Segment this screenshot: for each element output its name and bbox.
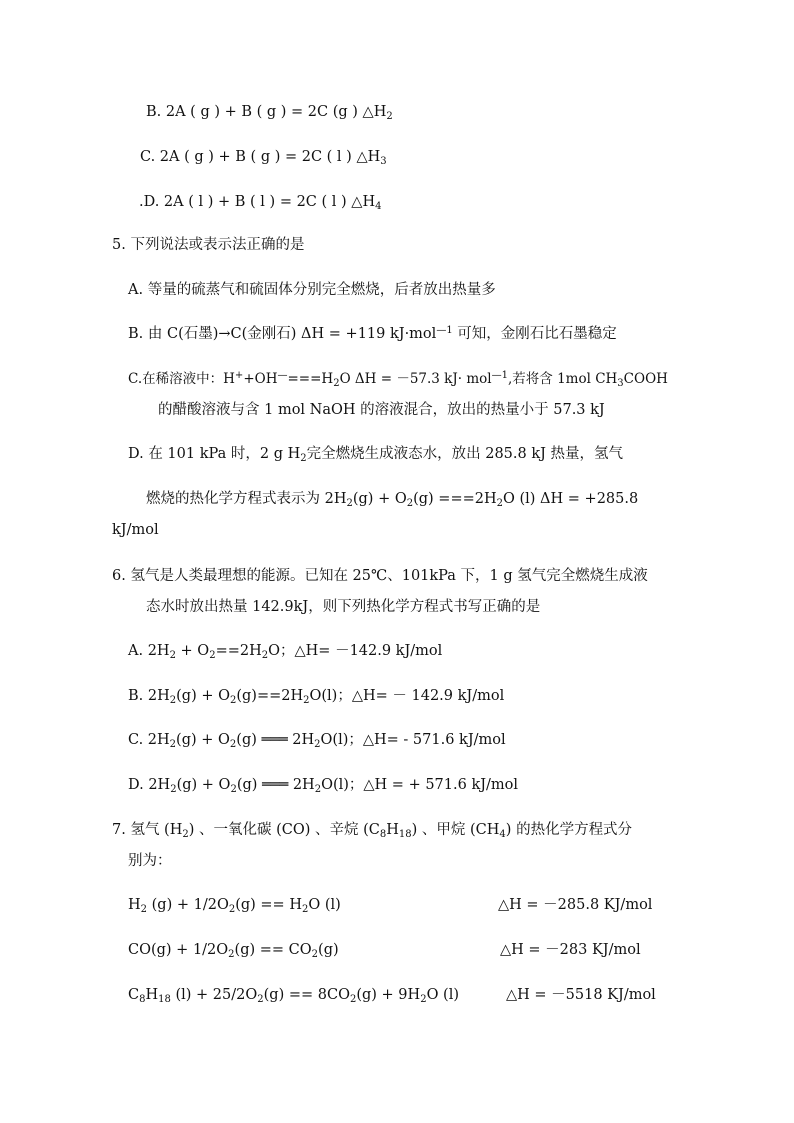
q6a-s3: 2	[261, 650, 269, 661]
q7-equation-1-enthalpy: △H = －285.8 KJ/mol	[498, 897, 653, 913]
q7e3-e: (g) + 9H	[356, 987, 421, 1003]
q6c-s2: 2	[229, 739, 237, 750]
q5-option-b	[128, 324, 617, 344]
q5-option-d-line3: kJ/mol	[112, 522, 159, 538]
q7e1-c: (g) == H	[235, 897, 302, 913]
q6c-c: (g) ═══ 2H	[236, 732, 315, 748]
q4-option-c	[140, 147, 387, 167]
q5-option-c-line2: 的醋酸溶液与含 1 mol NaOH 的溶液混合，放出的热量小于 57.3 kJ	[158, 402, 605, 418]
q7s-s3: 18	[398, 829, 412, 840]
q6b-c: (g)==2H	[236, 688, 304, 704]
q5c-s3: 2	[333, 378, 340, 389]
q5c-e: ,若将含 1mol CH	[507, 371, 618, 387]
q7s-b: ) 、一氧化碳 (CO) 、辛烷 (C	[188, 822, 380, 838]
q6c-s1: 2	[169, 739, 177, 750]
q7e3-f: O (l)	[426, 987, 460, 1003]
q5-option-b-post: 可知，金刚石比石墨稳定	[452, 326, 617, 342]
q5c-s1: +	[234, 370, 244, 381]
q7s-a: 7. 氢气 (H	[112, 822, 183, 838]
q7e3-c: (l) + 25/2O	[170, 987, 258, 1003]
q5c-f: COOH	[623, 371, 668, 387]
q4-option-d	[139, 192, 381, 212]
q7-equation-2-enthalpy: △H = －283 KJ/mol	[500, 942, 641, 958]
q6b-s2: 2	[229, 695, 237, 706]
q7e1-d: O (l)	[308, 897, 341, 913]
q7e2-b: (g) == CO	[234, 942, 312, 958]
q7e1-a: H	[128, 897, 141, 913]
q6d-s2: 2	[230, 784, 237, 795]
q7s-e: ) 的热化学方程式分	[505, 822, 633, 838]
q6-option-a	[128, 641, 442, 661]
q5d2-b: (g) + O	[352, 491, 407, 507]
q7e2-s1: 2	[228, 949, 235, 960]
q6d-d: O(l)；△H = + 571.6 kJ/mol	[321, 777, 519, 793]
q5-option-d-line1	[128, 444, 623, 464]
q6b-s1: 2	[169, 695, 177, 706]
q7e1-s1: 2	[140, 904, 148, 915]
q7-equation-3	[128, 985, 459, 1005]
q6-stem-line2: 态水时放出热量 142.9kJ，则下列热化学方程式书写正确的是	[146, 599, 541, 615]
q5d2-s1: 2	[346, 498, 353, 509]
q4-option-d-sub: 4	[375, 201, 382, 212]
q6c-d: O(l)；△H= - 571.6 kJ/mol	[320, 732, 506, 748]
q4-option-b	[146, 102, 393, 122]
q4-option-b-text: B. 2A ( g ) + B ( g ) = 2C (g ) △H	[146, 104, 387, 120]
q7e3-s1: 8	[139, 994, 146, 1005]
q7-equation-2	[128, 940, 339, 960]
q5d-pre: D. 在 101 kPa 时，2 g H	[128, 446, 301, 462]
q7e1-s2: 2	[228, 904, 236, 915]
q5-option-b-text: B. 由 C(石墨)→C(金刚石) ΔH = +119 kJ·mol	[128, 326, 437, 342]
q5c-s5: 3	[617, 378, 624, 389]
q7e1-b: (g) + 1/2O	[147, 897, 229, 913]
q7-equation-1	[128, 895, 341, 915]
q7s-s2: 8	[379, 829, 387, 840]
q6d-s3: 2	[314, 784, 322, 795]
q5d2-a: 燃烧的热化学方程式表示为 2H	[146, 491, 347, 507]
q5d2-d: O (l) ΔH = +285.8	[503, 491, 639, 507]
q5c-a: C.在稀溶液中：H	[128, 371, 235, 387]
q7e3-s3: 2	[257, 994, 264, 1005]
q6-option-d	[128, 775, 518, 795]
q5c-b: +OH	[243, 371, 278, 387]
q6b-b: (g) + O	[176, 688, 230, 704]
q6a-b: + O	[175, 643, 210, 659]
q4-option-d-text: .D. 2A ( l ) + B ( l ) = 2C ( l ) △H	[139, 194, 376, 210]
q7-equation-3-enthalpy: △H = －5518 KJ/mol	[506, 987, 656, 1003]
q4-option-c-sub: 3	[380, 156, 387, 167]
q5-option-a: A. 等量的硫蒸气和硫固体分别完全燃烧，后者放出热量多	[128, 282, 496, 298]
q6b-d: O(l)；△H= － 142.9 kJ/mol	[309, 688, 505, 704]
q5d-post: 完全燃烧生成液态水，放出 285.8 kJ 热量，氢气	[306, 446, 624, 462]
q7e3-s5: 2	[420, 994, 427, 1005]
q6c-a: C. 2H	[128, 732, 170, 748]
q5d-sub: 2	[300, 453, 307, 464]
q6a-s2: 2	[209, 650, 216, 661]
q5-option-d-line2	[146, 489, 638, 509]
q5-stem: 5. 下列说法或表示法正确的是	[112, 237, 305, 253]
q5-option-b-sup: —1	[436, 325, 453, 336]
q4-option-c-text: C. 2A ( g ) + B ( g ) = 2C ( l ) △H	[140, 149, 381, 165]
q5c-d: O ΔH = －57.3 kJ· mol	[339, 371, 492, 387]
q7e3-s2: 18	[158, 994, 171, 1005]
q7e1-s3: 2	[301, 904, 309, 915]
q7s-c: H	[386, 822, 399, 838]
q5c-c: ===H	[287, 371, 334, 387]
q7e2-s2: 2	[311, 949, 319, 960]
q5c-s4: —1	[491, 370, 508, 381]
q6b-a: B. 2H	[128, 688, 170, 704]
q7e2-c: (g)	[318, 942, 339, 958]
q6d-c: (g) ═══ 2H	[236, 777, 315, 793]
q6-option-c	[128, 730, 506, 750]
q5-option-c-line1	[128, 369, 668, 389]
q7e3-d: (g) == 8CO	[263, 987, 350, 1003]
q7s-s1: 2	[182, 829, 189, 840]
q4-option-b-sub: 2	[386, 111, 393, 122]
q6-stem-line1: 6. 氢气是人类最理想的能源。已知在 25℃、101kPa 下，1 g 氢气完全燃烧生成液	[112, 568, 648, 584]
q7e2-a: CO(g) + 1/2O	[128, 942, 229, 958]
q6a-s1: 2	[169, 650, 176, 661]
q6a-d: O；△H= －142.9 kJ/mol	[268, 643, 443, 659]
q7s-d: ) 、甲烷 (CH	[411, 822, 500, 838]
q6c-s3: 2	[314, 739, 321, 750]
q7e3-b: H	[145, 987, 159, 1003]
q5d2-s3: 2	[496, 498, 503, 509]
q7-stem-line1	[112, 820, 632, 840]
q5c-s2: —	[277, 370, 288, 381]
q6c-b: (g) + O	[176, 732, 230, 748]
q6a-c: ==2H	[215, 643, 262, 659]
q7s-s4: 4	[499, 829, 506, 840]
q6d-s1: 2	[170, 784, 177, 795]
q5d2-c: (g) ===2H	[413, 491, 497, 507]
q6a-a: A. 2H	[128, 643, 170, 659]
q6-option-b	[128, 686, 504, 706]
q7e3-s4: 2	[349, 994, 357, 1005]
q7-stem-line2: 别为：	[128, 853, 172, 869]
q6d-b: (g) + O	[176, 777, 231, 793]
q7e3-a: C	[128, 987, 140, 1003]
q5d2-s2: 2	[406, 498, 414, 509]
q6b-s3: 2	[303, 695, 310, 706]
q6d-a: D. 2H	[128, 777, 171, 793]
